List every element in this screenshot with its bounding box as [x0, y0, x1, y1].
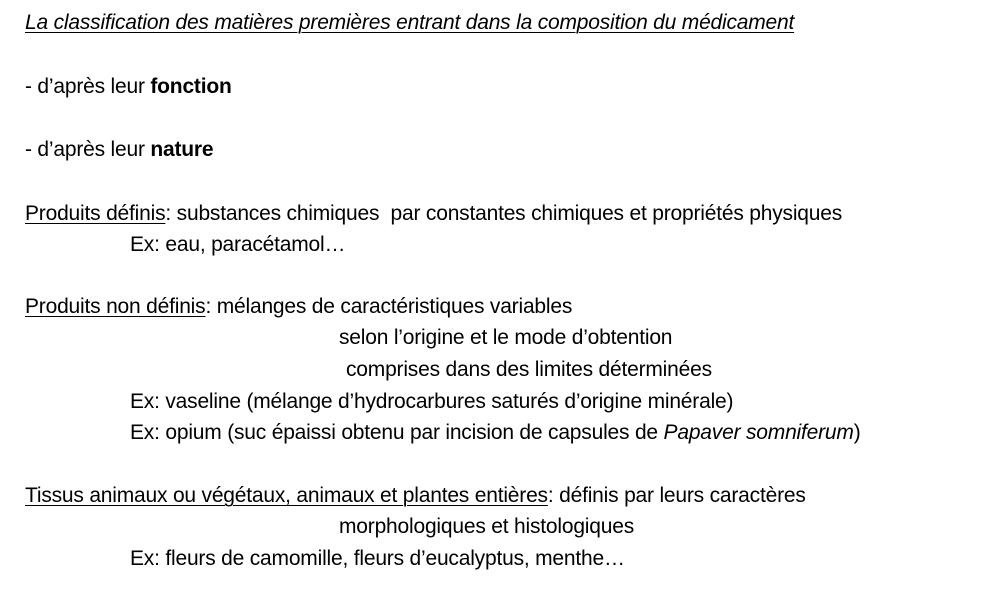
section-defined-products — [25, 201, 842, 227]
section-undefined-products — [25, 294, 572, 320]
section-heading: Produits définis — [25, 202, 166, 225]
continuation-line: morphologiques et histologiques — [339, 515, 634, 538]
section-tissues — [25, 483, 806, 509]
species-name: Papaver somniferum — [663, 421, 854, 444]
criterion-function — [25, 74, 232, 100]
criterion-emphasis: nature — [150, 138, 214, 161]
criterion-emphasis: fonction — [150, 75, 232, 98]
example-text: ) — [853, 421, 861, 444]
continuation-line: comprises dans des limites déterminées — [346, 358, 712, 381]
section-heading: Tissus animaux ou végétaux, animaux et plantes entières — [25, 484, 548, 507]
section-text: : définis par leurs caractères — [547, 484, 806, 507]
section-text: : substances chimiques par constantes chimiques et propriétés physiques — [165, 202, 843, 225]
section-heading: Produits non définis — [25, 295, 206, 318]
document-title: La classification des matières premières entrant dans la composition du médicament — [25, 11, 795, 34]
example-line: Ex: fleurs de camomille, fleurs d’eucalyptus, menthe… — [130, 547, 625, 570]
criterion-prefix: - d’après leur — [25, 75, 151, 98]
example-line: Ex: eau, paracétamol… — [130, 233, 346, 256]
section-text: : mélanges de caractéristiques variables — [205, 295, 573, 318]
criterion-prefix: - d’après leur — [25, 138, 151, 161]
criterion-nature — [25, 137, 213, 163]
example-text: Ex: opium (suc épaissi obtenu par incision de capsules de — [130, 421, 664, 444]
example-line: Ex: vaseline (mélange d’hydrocarbures saturés d’origine minérale) — [130, 390, 734, 413]
example-line-opium — [130, 420, 861, 446]
continuation-line: selon l’origine et le mode d’obtention — [339, 326, 673, 349]
